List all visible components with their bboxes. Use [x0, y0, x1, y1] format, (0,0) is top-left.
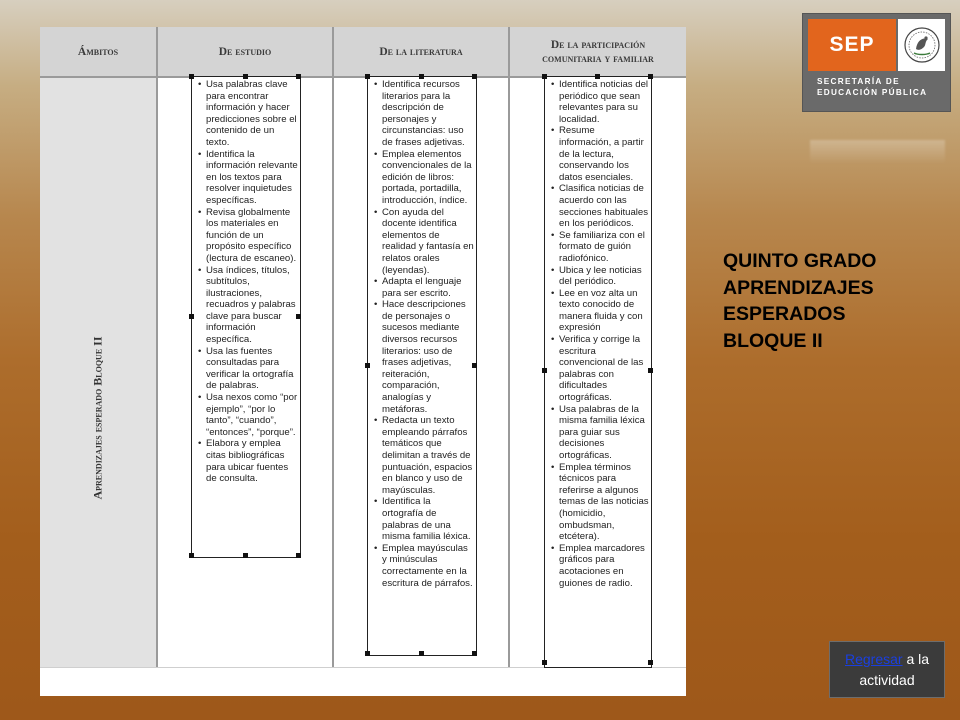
table-header-row	[40, 27, 686, 78]
selection-handle	[365, 651, 370, 656]
selection-handle	[296, 553, 301, 558]
list-item: • Identifica la información relevante en los textos para resolver inquietudes específicas.	[206, 149, 298, 207]
list-item: • Identifica recursos literarios para la descripción de personajes y circunstancias: uso de frases adjetivas.	[382, 79, 474, 149]
list-item: • Emplea mayúsculas y minúsculas correctamente en la escritura de párrafos.	[382, 543, 474, 589]
list-item: • Elabora y emplea citas bibliográficas para ubicar fuentes de consulta.	[206, 438, 298, 484]
list-item: • Identifica la ortografía de palabras de una misma familia léxica.	[382, 496, 474, 542]
column-divider	[508, 27, 510, 667]
sep-logo	[802, 13, 951, 112]
return-button-text	[830, 649, 944, 691]
selection-handle	[542, 660, 547, 665]
participacion-list	[545, 77, 651, 589]
selection-handle	[542, 74, 547, 79]
selection-handle	[648, 74, 653, 79]
row-label-cell	[40, 78, 156, 667]
list-item: • Verifica y corrige la escritura convencional de las palabras con dificultades ortográficas.	[559, 334, 649, 404]
selection-handle	[542, 368, 547, 373]
selection-handle	[243, 553, 248, 558]
list-item: • Con ayuda del docente identifica elementos de realidad y fantasía en relatos orales (leyendas).	[382, 207, 474, 277]
list-item: • Emplea términos técnicos para referirse a algunos temas de las noticias (homicidio, ombudsman, etcétera).	[559, 462, 649, 543]
literatura-list	[368, 77, 476, 589]
literatura-text-box	[367, 76, 477, 656]
selection-handle	[472, 74, 477, 79]
title-line3: ESPERADOS	[723, 303, 846, 325]
selection-handle	[419, 74, 424, 79]
list-item: • Clasifica noticias de acuerdo con las secciones habituales en los periódicos.	[559, 183, 649, 229]
participacion-text-box	[544, 76, 652, 668]
selection-handle	[296, 74, 301, 79]
selection-handle	[472, 651, 477, 656]
sep-logo-text	[817, 76, 927, 98]
estudio-list	[192, 77, 300, 485]
selection-handle	[189, 314, 194, 319]
row-label: Aprendizajes esperado Bloque II	[90, 336, 105, 500]
list-item: • Usa las fuentes consultadas para verificar la ortografía de palabras.	[206, 346, 298, 392]
title-line2: APRENDIZAJES	[723, 276, 874, 299]
list-item: • Hace descripciones de personajes o sucesos mediante diversos recursos literarios: uso de frases adjetivas, reiteración, comparación, analogías y metáforas.	[382, 299, 474, 415]
list-item: • Emplea marcadores gráficos para acotaciones en guiones de radio.	[559, 543, 649, 589]
return-rest-text: a la actividad	[859, 650, 930, 688]
list-item: • Usa palabras clave para encontrar información y hacer predicciones sobre el contenido de un texto.	[206, 79, 298, 149]
title-line1: QUINTO GRADO	[723, 250, 877, 272]
list-item: • Resume información, a partir de la lectura, conservando los datos esenciales.	[559, 125, 649, 183]
return-link[interactable]: Regresar	[844, 650, 903, 667]
list-item: • Identifica noticias del periódico que sean relevantes para su localidad.	[559, 79, 649, 125]
list-item: • Lee en voz alta un texto conocido de manera fluida y con expresión	[559, 288, 649, 334]
list-item: • Revisa globalmente los materiales en función de un propósito específico (lectura de escaneo).	[206, 207, 298, 265]
curriculum-table	[40, 27, 686, 696]
slide-title	[723, 248, 948, 354]
title-line4: BLOQUE II	[723, 329, 823, 352]
list-item: • Emplea elementos convencionales de la edición de libros: portada, portadilla, introducción, índice.	[382, 149, 474, 207]
list-item: • Usa palabras de la misma familia léxica para guiar sus decisiones ortográficas.	[559, 404, 649, 462]
selection-handle	[365, 74, 370, 79]
selection-handle	[648, 368, 653, 373]
selection-handle	[189, 553, 194, 558]
logo-reflection	[810, 140, 945, 164]
selection-handle	[189, 74, 194, 79]
list-item: • Ubica y lee noticias del periódico.	[559, 265, 649, 288]
sep-logo-brand: SEP	[808, 19, 896, 71]
list-item: • Usa índices, títulos, subtítulos, ilustraciones, recuadros y palabras clave para buscar información específica.	[206, 265, 298, 346]
selection-handle	[296, 314, 301, 319]
header-participacion	[510, 27, 686, 76]
selection-handle	[595, 74, 600, 79]
column-divider	[332, 27, 334, 667]
selection-handle	[243, 74, 248, 79]
header-participacion-line2: comunitaria y familiar	[542, 52, 654, 65]
list-item: • Usa nexos como “por ejemplo”, “por lo tanto”, “cuando”, “entonces”, “porque”.	[206, 392, 298, 438]
return-button[interactable]	[829, 641, 945, 698]
header-estudio: De estudio	[218, 45, 272, 58]
selection-handle	[365, 363, 370, 368]
header-ambitos: Ámbitos	[77, 45, 119, 58]
sep-logo-line1: SECRETARÍA DE	[817, 77, 900, 86]
selection-handle	[472, 363, 477, 368]
list-item: • Redacta un texto empleando párrafos temáticos que delimitan a través de puntuación, espacios en blanco y uso de mayúsculas.	[382, 415, 474, 496]
selection-handle	[419, 651, 424, 656]
list-item: • Adapta el lenguaje para ser escrito.	[382, 276, 474, 299]
list-item: • Se familiariza con el formato de guión radiofónico.	[559, 230, 649, 265]
coat-of-arms-icon	[898, 19, 945, 71]
selection-handle	[648, 660, 653, 665]
estudio-text-box	[191, 76, 301, 558]
sep-logo-line2: EDUCACIÓN PÚBLICA	[817, 88, 928, 97]
column-divider	[156, 27, 158, 667]
header-participacion-line1: De la participación	[550, 38, 646, 51]
header-literatura: De la literatura	[379, 45, 463, 58]
